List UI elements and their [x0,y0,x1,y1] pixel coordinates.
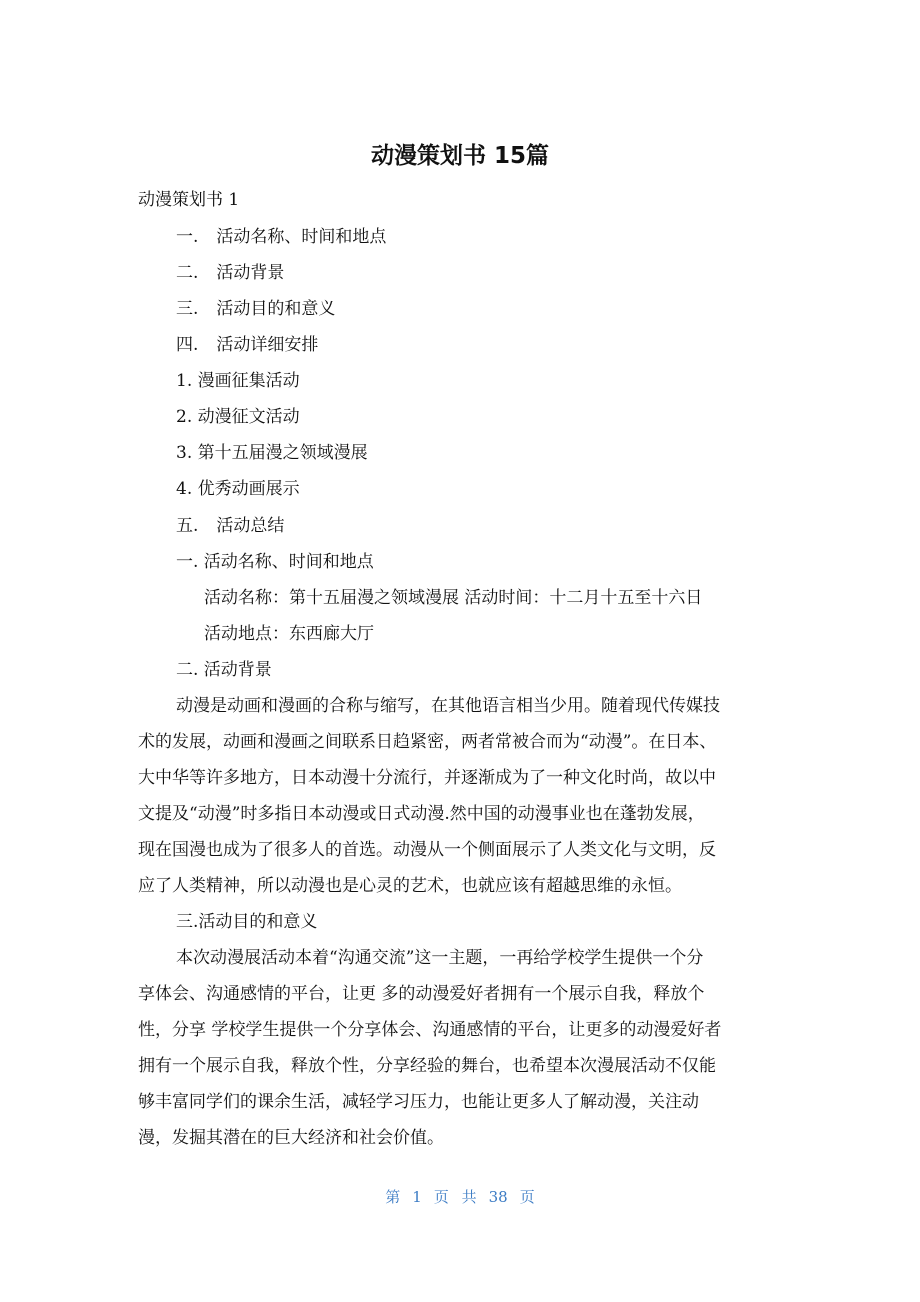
outline-text: 活动背景 [216,263,285,283]
outline-text: 活动总结 [216,516,285,536]
paragraph-line: 本次动漫展活动本着“沟通交流”这一主题，一再给学校学生提供一个分 [176,948,704,968]
footer-page-number: 1 [412,1188,422,1206]
outline-text: 活动目的和意义 [216,299,336,319]
outline-item [176,333,920,357]
outline-item [176,477,920,501]
outline-number: 2. [176,407,193,427]
outline-text: 第十五届漫之领域漫展 [197,443,368,463]
outline-number: 4. [176,479,193,499]
paragraph-line: 术的发展，动画和漫画之间联系日趋紧密，两者常被合而为“动漫”。在日本、 [138,732,717,752]
outline-text: 优秀动画展示 [197,479,300,499]
outline-number: 四. [176,335,199,355]
section-1-heading: 一. 活动名称、时间和地点 [176,552,374,572]
outline-number: 1. [176,371,193,391]
outline-item [176,514,920,538]
outline-number: 二. [176,263,199,283]
outline-text: 动漫征文活动 [197,407,300,427]
paragraph-line: 享体会、沟通感情的平台，让更 多的动漫爱好者拥有一个展示自我，释放个 [138,984,705,1004]
outline-number: 一. [176,227,199,247]
outline-item [176,297,920,321]
outline-item [176,405,920,429]
paragraph-line: 够丰富同学们的课余生活，减轻学习压力，也能让更多人了解动漫，关注动 [138,1092,699,1112]
paragraph-line: 应了人类精神，所以动漫也是心灵的艺术，也就应该有超越思维的永恒。 [138,876,682,896]
footer-suffix: 页 [519,1188,535,1206]
paragraph-line: 拥有一个展示自我，释放个性，分享经验的舞台，也希望本次漫展活动不仅能 [138,1056,716,1076]
page-footer [0,1185,920,1209]
outline-item [176,369,920,393]
outline-number: 3. [176,443,193,463]
paragraph-line: 性，分享 学校学生提供一个分享体会、沟通感情的平台，让更多的动漫爱好者 [138,1020,722,1040]
paragraph-line: 大中华等许多地方，日本动漫十分流行，并逐渐成为了一种文化时尚，故以中 [138,768,716,788]
outline-item [176,441,920,465]
document-title: 动漫策划书 15篇 [370,143,549,169]
section-2-heading: 二. 活动背景 [176,660,272,680]
outline-text: 漫画征集活动 [197,371,300,391]
paragraph-line: 漫，发掘其潜在的巨大经济和社会价值。 [138,1128,444,1148]
paragraph-line: 文提及“动漫”时多指日本动漫或日式动漫.然中国的动漫事业也在蓬勃发展， [138,804,705,824]
outline-text: 活动详细安排 [216,335,319,355]
section-heading: 动漫策划书 1 [138,190,240,210]
section-3-heading: 三.活动目的和意义 [176,912,318,932]
activity-location: 活动地点：东西廊大厅 [204,624,374,644]
outline-item [176,225,920,249]
outline-number: 三. [176,299,199,319]
outline-number: 五. [176,516,199,536]
paragraph-line: 现在国漫也成为了很多人的首选。动漫从一个侧面展示了人类文化与文明，反 [138,840,716,860]
paragraph-line: 动漫是动画和漫画的合称与缩写，在其他语言相当少用。随着现代传媒技 [176,696,720,716]
outline-item [176,261,920,285]
footer-total-pages: 38 [488,1188,508,1206]
activity-name-time: 活动名称：第十五届漫之领域漫展 活动时间：十二月十五至十六日 [204,588,703,608]
outline-text: 活动名称、时间和地点 [216,227,387,247]
footer-prefix: 第 [385,1188,401,1206]
footer-middle: 页 共 [433,1188,477,1206]
